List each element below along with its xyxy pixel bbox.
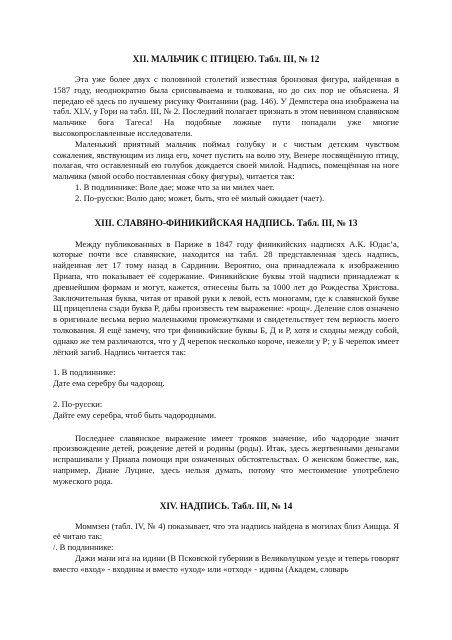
section-13-original-text: Дате ема серебру бы чадорощ. <box>53 378 165 389</box>
section-12-title: XII. МАЛЬЧИК С ПТИЦЕЮ. Табл. III, № 12 <box>132 54 320 64</box>
section-13-paragraph-2: Последнее славянское выражение имеет трояков значение, ибо чадородие значит произвождение детей, рождение детей и родины (роды). Итак, здесь жертвенными деньгами испрашивали у Приапа помощи при означенных обстоятельствах. О женском божестве, как, например, Диане Луцине, здесь нельзя думать, потому что местоимение употреблено мужеского рода. <box>53 432 399 486</box>
section-13-russian-label: 2. По-русски: <box>53 398 103 409</box>
section-12-reading-original: 1. В подлиннике: Воле дае; може что за ни милех чает. <box>75 181 275 192</box>
section-12-paragraph-2: Маленький приятный мальчик поймал голубку и с чистым детским чувством сожаления, явствующим из лица его, хочет пустить на волю эту, Венере посвящённую птицу, полагая, что оставленный ею голубок дождается своей милой. Надпись, помещённая на ноге мальчика (мной особо поставленная сбоку фигуры), читается так: <box>53 138 399 182</box>
section-14-paragraph-1: Моммзен (табл. IV, № 4) показывает, что эта надпись найдена в могилах близ Аищца. Я её читаю так: <box>53 520 399 542</box>
section-14-paragraph-2: Дажи мани ига на идини (В Псковской губернии в Великолуцком уезде и теперь говорят вместо «вход» - входины и вместо «уход» или «отход» - идины (Академ, словарь <box>53 552 399 574</box>
section-12-reading-russian: 2. По-русски: Волю даю; может, быть, что её милый ожидает (чает). <box>75 192 325 203</box>
section-13-original-label: 1. В подлиннике: <box>53 367 116 378</box>
section-14-title: XIV. НАДПИСЬ. Табл. III, № 14 <box>159 500 293 511</box>
section-13-paragraph-1: Между публикованных в Париже в 1847 году финикийских надписях А.К. Юдас’а, которые почти все славянские, находится на табл. 28 представленная здесь надпись, найденная лет 17 тому назад в Сардинии. Вероятно, она принадлежала к изображению Приапа, что показывает её содержание. Финикийские буквы этой надписи принадлежат к древнейшим формам и могут, кажется, отнесены быть за 1000 лет до Рождества Христова. Заключительная буква, читая от правой руки к левой, есть моногамм, где к славянской букве Щ прицеплена сзади буква Р, дабы произвесть тем выражение: «рощ». Деление слов означено в оригинале весьма верно маленькими промежутками и свидетельствует тем верность моего толкования. Я ещё замечу, что три финикийские буквы Б, Д и Р, хотя и сходны между собой, однако же тем различаются, что у Д черепок несколько короче, нежели у Р; у Б черепок имеет лёгкий загиб. Надпись читается так: <box>53 238 399 357</box>
section-13-title: XIII. СЛАВЯНО-ФИНИКИЙСКАЯ НАДПИСЬ. Табл. III, № 13 <box>94 217 358 228</box>
section-14-original-label: /. В подлиннике: <box>53 542 114 553</box>
section-12-paragraph-1: Эта уже более двух с половиной столетий известная бронзовая фигура, найденная в 1587 году, неоднократно была срисовываема и толкована, но до сих пор не объяснена. Я передаю её здесь по лучшему рисунку Фонтанини (pag. 146). У Демпстера она изображена на табл. XLV, у Гори на табл. III, № 2. Последний полагает признать в этом невинном славянском мальчике бога Tагеса! На подобные ложные пути попадали уже многие высокопрославленные исследователи. <box>53 74 399 138</box>
section-13-russian-text: Дайте ему серебра, чтоб быть чадородными. <box>53 409 217 420</box>
